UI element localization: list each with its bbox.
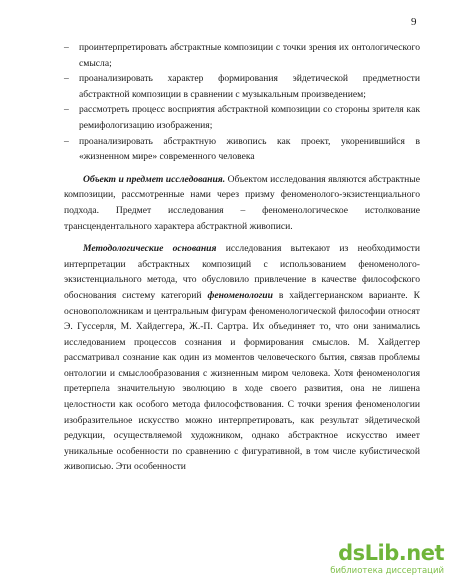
bullet-item: [64, 40, 420, 71]
bullet-text: рассмотреть процесс восприятия абстрактной композиции со стороны зрителя как ремифологизацию изображения;: [79, 104, 420, 131]
object-heading: Объект и предмет исследования.: [83, 173, 226, 185]
method-paragraph: [64, 241, 420, 475]
watermark-logo: dsLib.net: [338, 541, 444, 565]
method-heading: Методологические основания: [83, 243, 217, 255]
bullet-text: проанализировать абстрактную живопись как проект, укоренившийся в «жизненном мире» современного человека: [79, 135, 420, 163]
object-text: Объектом исследования являются абстрактные композиции, рассмотренные нами через призму феноменолого-экзистенциального подхода. Предмет исследования – феноменологическое истолкование трансцендентального характера абстрактной живописи.: [64, 173, 420, 232]
bullet-text: проанализировать характер формирования эйдетической предметности абстрактной композиции в сравнении с музыкальным произведением;: [79, 73, 420, 100]
method-emphasis: феноменологии: [207, 289, 273, 301]
bullet-dash: –: [64, 73, 69, 85]
method-text-before: исследования вытекают из необходимости интерпретации абстрактных композиций с использованием феноменолого-экзистенциального метода, что обусловило привлечение в качестве философского обоснования систему категорий: [64, 243, 421, 301]
method-text-after: в хайдеггерианском варианте. К основоположникам и центральным фигурам феноменологической философии относят Э. Гуссерля, М. Хайдеггера, Ж.-П. Сартра. Их объединяет то, что они занимались исследованием процессов сознания и формирования смыслов. М. Хайдеггер рассматривал сознание как один из моментов человеческого бытия, связав проблемы онтологии и смыслообразования с жизненным миром человека. Хотя феноменология претерпела значительную эволюцию в ходе своего развития, она не лишена целостности как особого метода философствования. С точки зрения феноменологии изобразительное искусство можно интерпретировать, как результат эйдетической редукции, осуществляемой художником, однако абстрактное искусство имеет уникальные особенности по сравнению с фигуративной, в том числе кубистической живописью. Эти особенности: [64, 289, 420, 473]
bullet-item: [64, 134, 420, 165]
bullet-dash: –: [64, 135, 69, 147]
bullet-item: [64, 71, 420, 102]
page-body: [64, 40, 420, 475]
bullet-item: [64, 102, 420, 133]
watermark-subtitle: библиотека диссертаций: [330, 566, 444, 576]
object-paragraph: [64, 172, 420, 234]
watermark: [330, 541, 444, 578]
bullet-text: проинтерпретировать абстрактные композиции с точки зрения их онтологического смысла;: [79, 42, 420, 69]
bullet-dash: –: [64, 42, 69, 53]
page-number: 9: [411, 16, 417, 28]
bullet-dash: –: [64, 104, 69, 116]
